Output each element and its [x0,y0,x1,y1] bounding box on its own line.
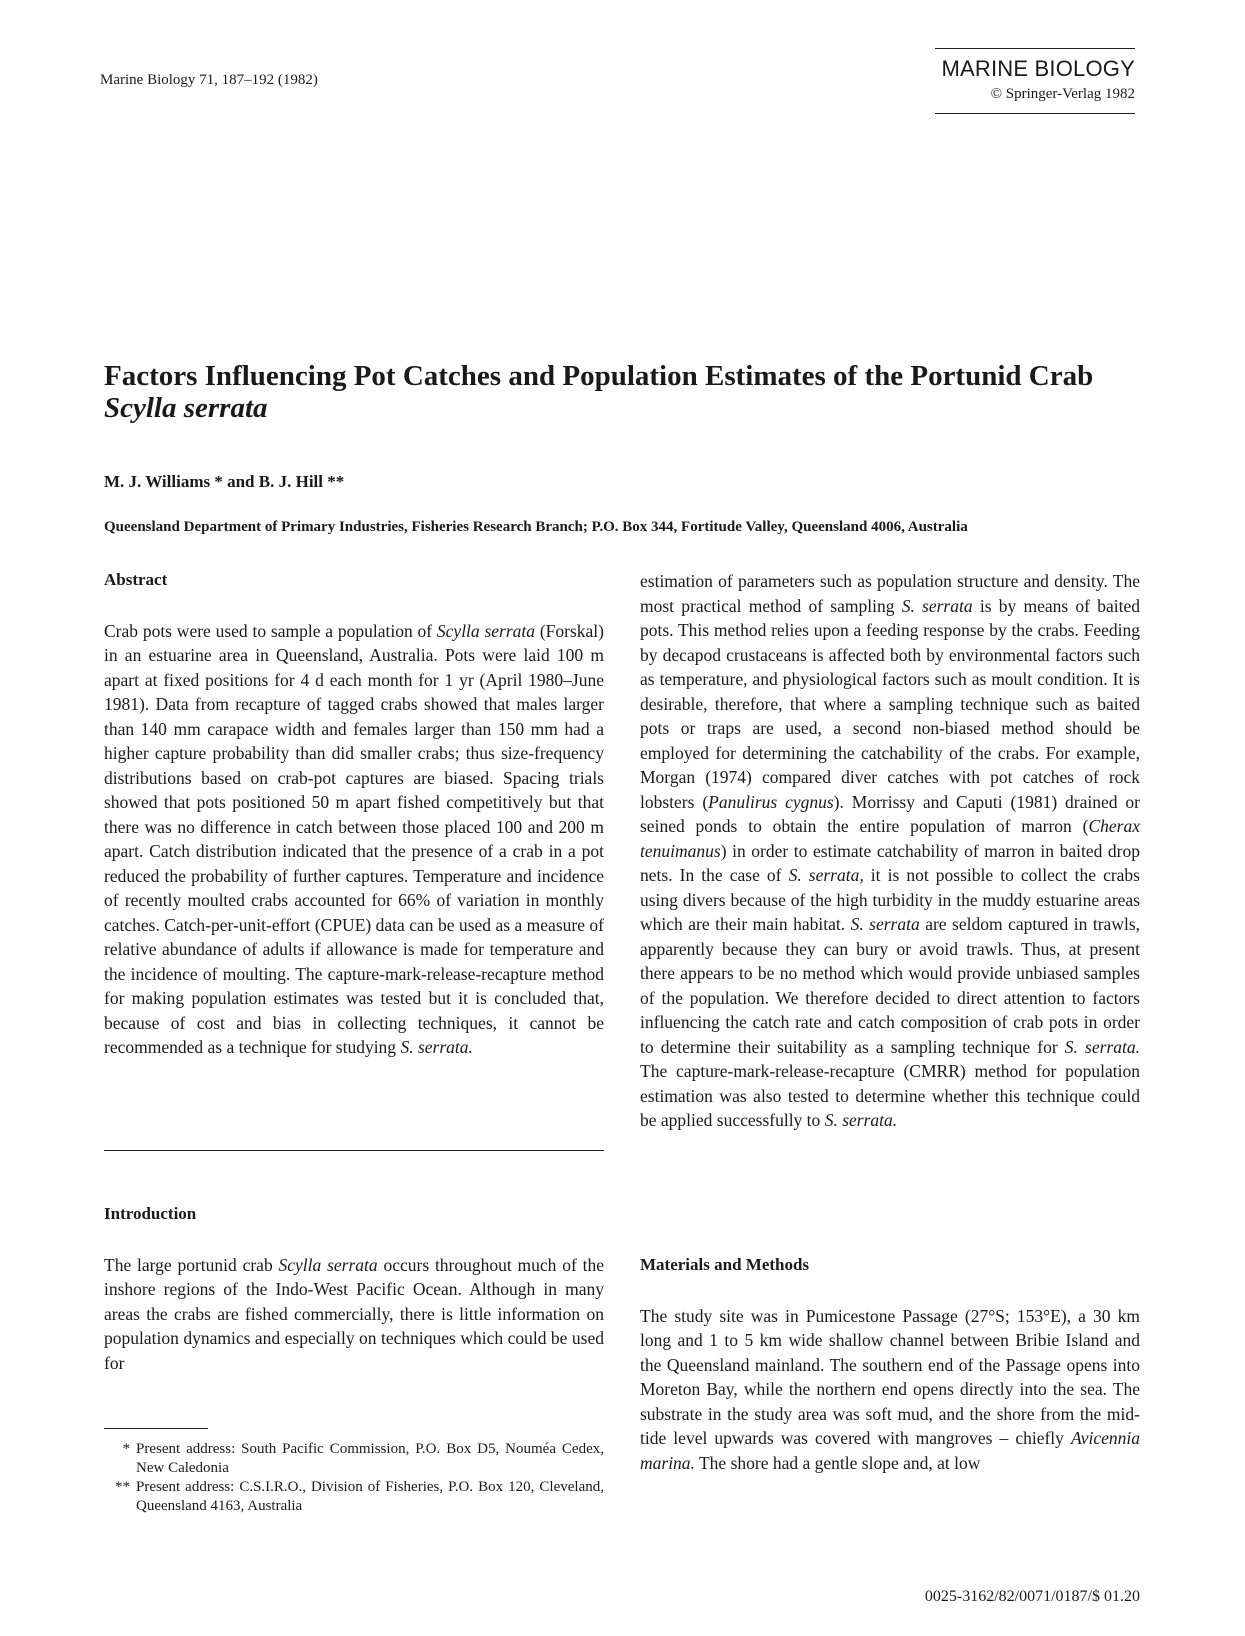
rc-species: Cherax tenuimanus [640,816,1140,861]
mm-species: Avicennia marina. [640,1428,1140,1473]
title-species: Scylla serrata [104,392,268,424]
affiliation: Queensland Department of Primary Industries, Fisheries Research Branch; P.O. Box 344, Fortitude Valley, Queensland 4006, Australia [104,519,968,535]
rc-species: S. serrata [850,914,920,934]
abstract-text-2: (Forskal) in an estuarine area in Queensland, Australia. Pots were laid 100 m apart at fixed positions for 4 d each month for 1 yr (April 1980–June 1981). Data from recapture of tagged crabs showed that males larger than 140 mm carapace width and females larger than 150 mm had a higher capture probability than did smaller crabs; thus size-frequency distributions based on crab-pot captures are biased. Spacing trials showed that pots positioned 50 m apart fished competitively but that there was no difference in catch between those placed 100 and 200 m apart. Catch distribution indicated that the presence of a crab in a pot reduced the probability of further captures. Temperature and incidence of recently moulted crabs accounted for 66% of variation in monthly catches. Catch-per-unit-effort (CPUE) data can be used as a measure of relative abundance of adults if allowance is made for temperature and the incidence of moulting. The capture-mark-release-recapture method for making population estimates was tested but it is concluded that, because of cost and bias in collecting techniques, it cannot be recommended as a technique for studying [104,620,604,1057]
abstract-species-1: Scylla serrata [436,620,536,641]
rc-text: The capture-mark-release-recapture (CMRR) method for population estimation was also tested to determine whether this technique could be applied successfully to [640,1061,1140,1130]
abstract-species-2: S. serrata. [400,1037,473,1057]
footnote-item [104,1440,604,1478]
brand-top-rule [935,48,1135,49]
rc-species: S. serrata. [824,1110,898,1130]
footnote-mark: ** [115,1479,130,1495]
mm-text: The shore had a gentle slope and, at low [694,1452,981,1473]
author-list: M. J. Williams * and B. J. Hill ** [104,472,345,491]
abstract-heading: Abstract [104,570,168,589]
rc-text: ). Morrissy and Caputi (1981) drained or seined ponds to obtain the entire population of marron ( [640,791,1140,836]
footnote-text: Present address: South Pacific Commission, P.O. Box D5, Nouméa Cedex, New Caledonia [136,1441,604,1476]
rc-species: S. serrata [901,595,973,616]
footnotes [104,1440,604,1516]
materials-methods-heading: Materials and Methods [640,1255,810,1274]
rc-species: S. serrata, [788,865,864,885]
abstract-text-1: Crab pots were used to sample a population of [104,620,437,641]
introduction-heading: Introduction [104,1204,197,1223]
article-title [104,360,1154,424]
footnote-divider [104,1428,208,1429]
abstract-divider [104,1150,604,1151]
intro-species-1: Scylla serrata [278,1254,378,1275]
introduction-continued [640,569,1140,1133]
abstract-text [104,619,604,1060]
journal-name: MARINE BIOLOGY [941,56,1135,81]
rc-species: Panulirus cygnus [708,791,834,812]
footnote-text: Present address: C.S.I.R.O., Division of Fisheries, P.O. Box 120, Cleveland, Queensland 4163, Australia [136,1479,604,1514]
rc-text: ) in order to estimate catchability of marron in baited drop nets. In the case of [640,840,1140,885]
mm-text: The study site was in Pumicestone Passage (27°S; 153°E), a 30 km long and 1 to 5 km wide shallow channel between Bribie Island and the Queensland mainland. The southern end of the Passage opens into Moreton Bay, while the northern end opens directly into the sea. The substrate in the study area was soft mud, and the shore from the mid-tide level upwards was covered with mangroves – chiefly [640,1305,1140,1448]
abstract-section [104,568,604,1060]
title-main: Factors Influencing Pot Catches and Population Estimates of the Portunid Crab [104,360,1094,392]
intro-text-1: The large portunid crab [104,1254,279,1275]
journal-brand [935,48,1135,114]
introduction-text [104,1253,604,1376]
introduction-section [104,1202,604,1375]
footnote-item [104,1478,604,1516]
introduction-continued-text [640,569,1140,1133]
copyright-notice: © Springer-Verlag 1982 [990,86,1135,102]
footnote-mark: * [122,1441,130,1457]
rc-text: estimation of parameters such as population structure and density. The most practical method of sampling [640,571,1140,616]
publication-code: 0025-3162/82/0071/0187/$ 01.20 [924,1588,1140,1605]
journal-citation: Marine Biology 71, 187–192 (1982) [100,72,318,88]
intro-text-2: occurs throughout much of the inshore regions of the Indo-West Pacific Ocean. Although in many areas the crabs are fished commercially, there is little information on population dynamics and especially on techniques which could be used for [104,1254,605,1373]
brand-bottom-rule [935,113,1135,114]
rc-text: is by means of baited pots. This method relies upon a feeding response by the crabs. Feeding by decapod crustaceans is affected both by environmental factors such as temperature, and physiological factors such as moult condition. It is desirable, therefore, that where a sampling technique such as baited pots or traps are used, a second non-biased method should be employed for determining the catchability of the crabs. For example, Morgan (1974) compared diver catches with pot catches of rock lobsters ( [640,595,1140,812]
materials-methods-section [640,1253,1140,1475]
rc-text: it is not possible to collect the crabs using divers because of the high turbidity in the muddy estuarine areas which are their main habitat. [640,865,1140,934]
rc-text: are seldom captured in trawls, apparently because they can bury or avoid trawls. Thus, at present there appears to be no method which would provide unbiased samples of the population. We therefore decided to direct attention to factors influencing the catch rate and catch composition of crab pots in order to determine their suitability as a sampling technique for [640,914,1141,1057]
materials-methods-text [640,1304,1140,1476]
rc-species: S. serrata. [1064,1036,1140,1057]
